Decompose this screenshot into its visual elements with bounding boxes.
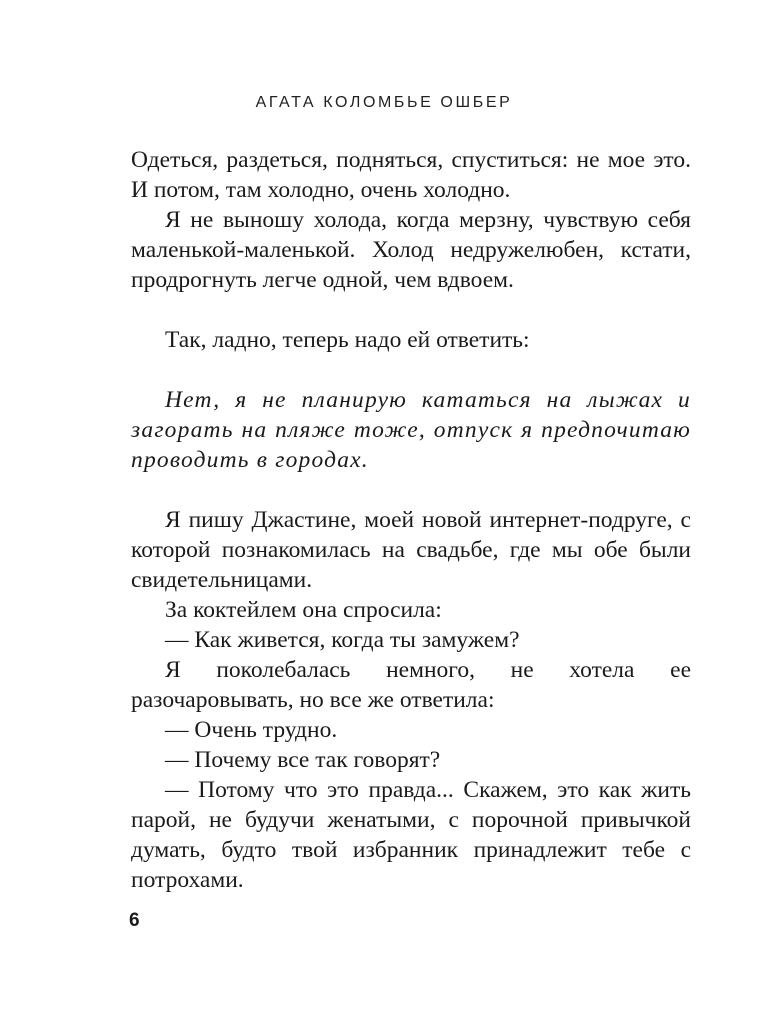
dialogue-line: — Почему все так говорят? [165, 747, 441, 773]
dialogue-line: — Как живется, когда ты замужем? [165, 627, 520, 653]
paragraph: За коктейлем она спросила: [165, 597, 442, 623]
paragraph: Я поколебалась немного, не хотела ее разочаровывать, но все же ответила: [131, 657, 691, 713]
running-title: АГАТА КОЛОМБЬЕ ОШБЕР [255, 94, 513, 111]
paragraph: Я не выношу холода, когда мерзну, чувствую себя маленькой-маленькой. Холод недружелюбен, кстати, продрогнуть легче одной, чем вдвоем. [131, 207, 691, 293]
page-number: 6 [129, 910, 140, 931]
italic-paragraph: Нет, я не планирую кататься на лыжах и загорать на пляже тоже, отпуск я предпочитаю проводить в городах. [131, 387, 691, 473]
dialogue-line: — Очень трудно. [165, 717, 338, 743]
dialogue-line: — Потому что это правда... Скажем, это как жить парой, не будучи женатыми, с порочной привычкой думать, будто твой избранник принадлежит тебе с потрохами. [131, 777, 691, 893]
paragraph: Так, ладно, теперь надо ей ответить: [165, 327, 530, 353]
page-body [131, 145, 691, 895]
paragraph: Я пишу Джастине, моей новой интернет-подруге, с которой познакомилась на свадьбе, где мы обе были свидетельницами. [131, 507, 691, 593]
paragraph: Одеться, раздеться, подняться, спуститься: не мое это. И потом, там холодно, очень холодно. [131, 147, 691, 203]
